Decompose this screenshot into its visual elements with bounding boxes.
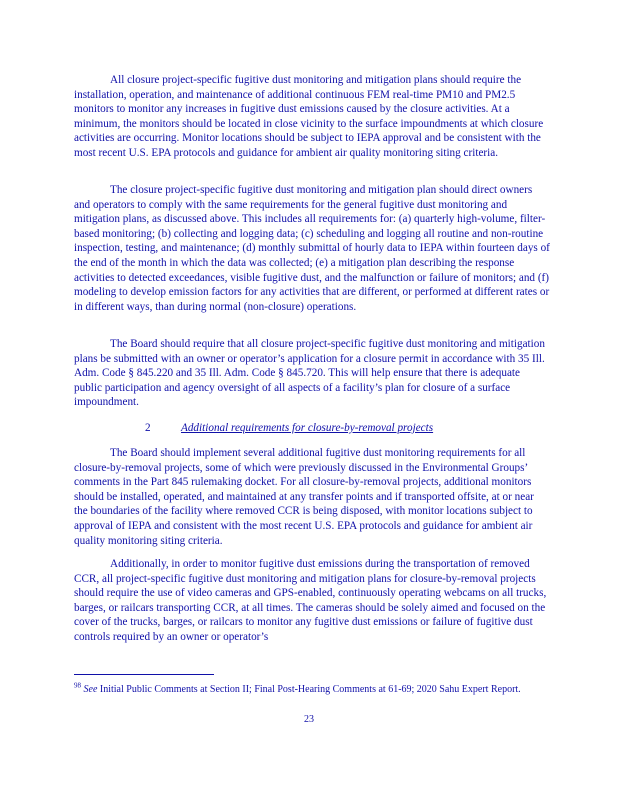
section-title: Additional requirements for closure-by-removal projects bbox=[181, 422, 434, 434]
paragraph-monitor-installation: All closure project-specific fugitive dust monitoring and mitigation plans should require the installation, operation, and maintenance of additional continuous FEM real-time PM10 and PM2.5 monitors to monitor any increases in fugitive dust emissions caused by the closure activities. At a minimum, the monitors should be located in close vicinity to the surface impoundments at which closure activities are occurring. Monitor locations should be subject to IEPA approval and be consistent with the most recent U.S. EPA protocols and guidance for ambient air quality monitoring siting criteria. bbox=[74, 74, 544, 159]
section-heading bbox=[74, 421, 550, 436]
footnote-text: Initial Public Comments at Section II; Final Post-Hearing Comments at 61-69; 2020 Sahu Expert Report. bbox=[99, 684, 521, 695]
paragraph-closure-by-removal: The Board should implement several additional fugitive dust monitoring requirements for all closure-by-removal projects, some of which were previously discussed in the Environmental Groups’ comments in the Part 845 rulemaking docket. For all closure-by-removal projects, additional monitors should be installed, operated, and maintained at any transfer points and if transported offsite, at or near the boundaries of the facility where removed CCR is being disposed, with monitor locations subject to approval of IEPA and consistent with the most recent U.S. EPA protocols and guidance for ambient air quality monitoring siting criteria. bbox=[74, 447, 534, 547]
footnote-divider bbox=[74, 674, 214, 675]
page-number: 23 bbox=[304, 714, 314, 725]
footnote bbox=[74, 681, 550, 697]
paragraph-plan-requirements: The closure project-specific fugitive dust monitoring and mitigation plan should direct owners and operators to comply with the same requirements for the general fugitive dust monitoring and mitigation plans, as discussed above. This includes all requirements for: (a) quarterly high-volume, filter-based monitoring; (b) collecting and logging data; (c) scheduling and logging all routine and non-routine inspection, testing, and maintenance; (d) monthly submittal of hourly data to IEPA within fourteen days of the end of the month in which the data was collected; (e) a mitigation plan describing the response activities to detected exceedances, visible fugitive dust, and the malfunction or failure of monitors; and (f) modeling to develop emission factors for any activities that are different, or performed at different rates or in different ways, than during normal (non-closure) operations. bbox=[74, 184, 550, 313]
paragraph-permit-submission: The Board should require that all closure project-specific fugitive dust monitoring and mitigation plans be submitted with an owner or operator’s application for a closure permit in accordance with 35 Ill. Adm. Code § 845.220 and 35 Ill. Adm. Code § 845.720. This will help ensure that there is adequate public participation and agency oversight of all aspects of a facility’s plan for closure of a surface impoundment. bbox=[74, 338, 545, 409]
section-number: 2 bbox=[145, 422, 151, 434]
footnote-see: See bbox=[83, 684, 98, 695]
footnote-mark: 98 bbox=[74, 681, 81, 690]
paragraph-transport-monitoring: Additionally, in order to monitor fugitive dust emissions during the transportation of removed CCR, all project-specific fugitive dust monitoring and mitigation plans for closure-by-removal projects should require the use of video cameras and GPS-enabled, continuously operating webcams on all trucks, barges, or railcars transporting CCR, at all times. The cameras should be solely aimed and focused on the cover of the trucks, barges, or railcars to monitor any fugitive dust emissions or failure of fugitive dust controls required by an owner or operator’s bbox=[74, 558, 547, 643]
